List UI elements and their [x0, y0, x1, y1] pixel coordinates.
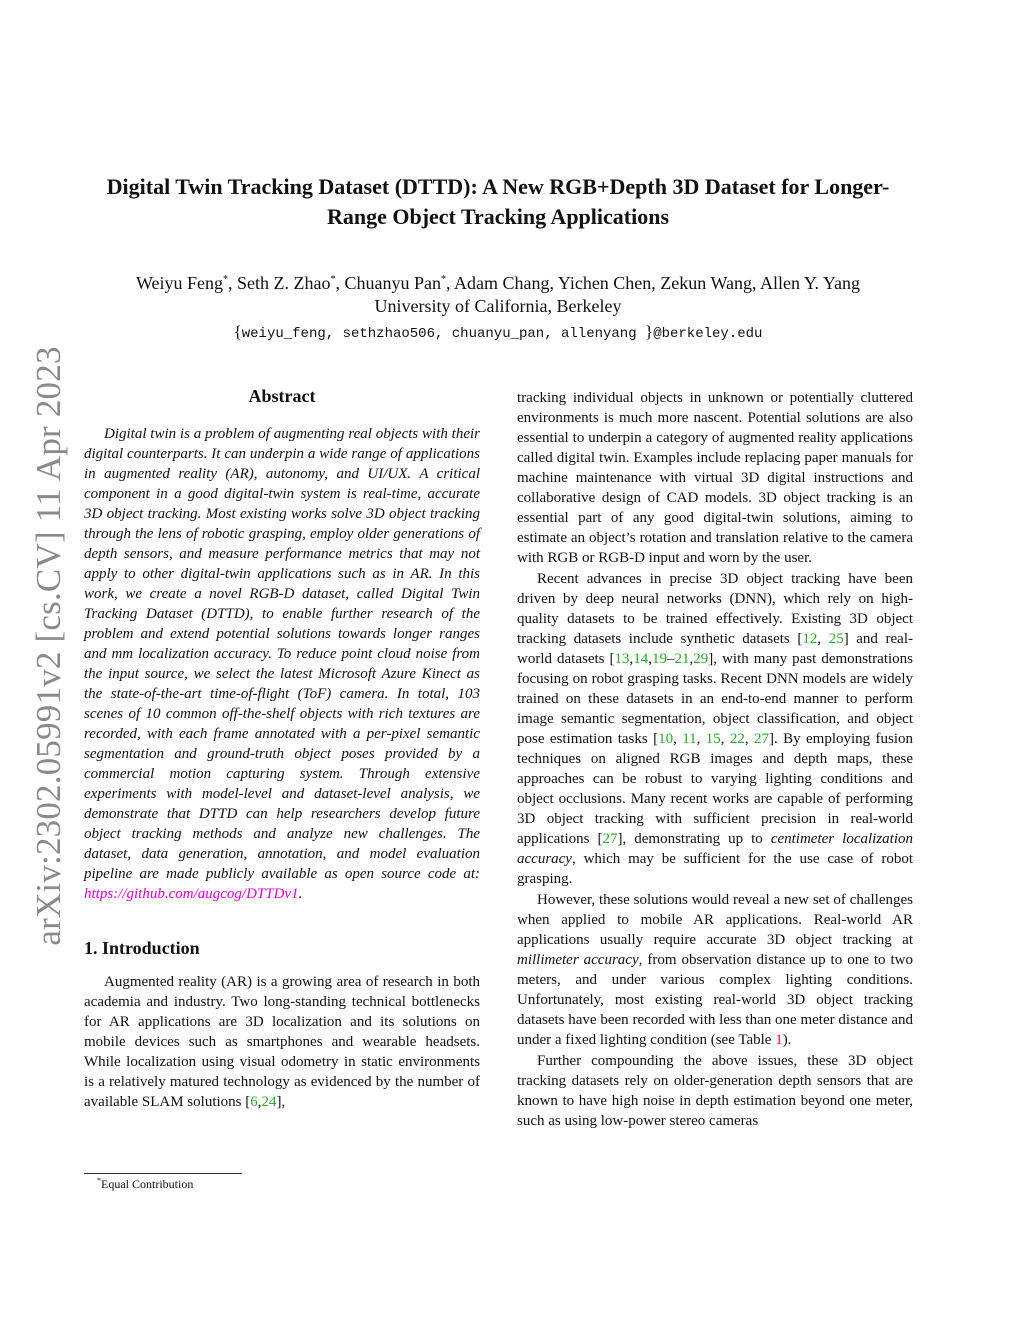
- citation-11[interactable]: 11: [682, 731, 697, 747]
- right-paragraph-4: Further compounding the above issues, these 3D object tracking datasets rely on older-generation depth sensors that are known to have high noise in depth estimation beyond one meter, such as using low-power stereo cameras: [517, 1053, 913, 1129]
- author-block: [60, 272, 936, 318]
- footnote-rule: [84, 1173, 242, 1174]
- citation-22[interactable]: 22: [729, 731, 745, 747]
- citation-25[interactable]: 25: [828, 631, 844, 647]
- citation-13[interactable]: 13: [614, 651, 630, 667]
- table-ref-1[interactable]: 1: [775, 1032, 783, 1048]
- citation-15[interactable]: 15: [705, 731, 721, 747]
- abstract-text: Digital twin is a problem of augmenting real objects with their digital counterparts. It can underpin a wide range of applications in augmented reality (AR), autonomy, and UI/UX. A critical component in a good digital-twin system is real-time, accurate 3D object tracking. Most existing works solve 3D object tracking through the lens of robotic grasping, employ older generations of depth sensors, and measure performance metrics that may not apply to other digital-twin applications such as in AR. In this work, we create a novel RGB-D dataset, called Digital Twin Tracking Dataset (DTTD), to enable further research of the problem and extend potential solutions towards longer ranges and mm localization accuracy. To reduce point cloud noise from the input source, we select the latest Microsoft Azure Kinect as the state-of-the-art time-of-flight (ToF) camera. In total, 103 scenes of 10 common off-the-shelf objects with rich textures are recorded, with each frame annotated with a per-pixel semantic segmentation and ground-truth object poses provided by a commercial motion capturing system. Through extensive experiments with model-level and dataset-level analysis, we demonstrate that DTTD can help researchers develop future object tracking methods and analyze new challenges. The dataset, data generation, annotation, and model evaluation pipeline are made publicly available as open source code at: https://github.com/augcog/DTTDv1.: [84, 426, 480, 902]
- citation-27[interactable]: 27: [754, 731, 770, 747]
- right-column: [517, 388, 913, 1131]
- citation-19[interactable]: 19: [652, 651, 668, 667]
- left-column: [84, 386, 480, 1112]
- author-emails: {weiyu_feng, sethzhao506, chuanyu_pan, allenyang }@berkeley.edu: [233, 322, 763, 342]
- citation-6[interactable]: 6: [250, 1094, 258, 1110]
- right-paragraph-3: However, these solutions would reveal a new set of challenges when applied to mobile AR applications. Real-world AR applications usually require accurate 3D object tracking at millimeter accuracy, from observation distance up to one to two meters, and under various complex lighting conditions. Unfortunately, most existing real-world 3D object tracking datasets have been recorded with less than one meter distance and under a fixed lighting condition (see Table 1).: [517, 892, 913, 1048]
- citation-10[interactable]: 10: [658, 731, 674, 747]
- citation-12[interactable]: 12: [802, 631, 818, 647]
- citation-21[interactable]: 21: [674, 651, 690, 667]
- right-paragraph-2: Recent advances in precise 3D object tracking have been driven by deep neural networks (DNN), which rely on high-quality datasets to be trained effectively. Existing 3D object tracking datasets include synthetic datasets [12, 25] and real-world datasets [13,14,19–21,29], with many past demonstrations focusing on robot grasping tasks. Recent DNN models are widely trained on these datasets in an end-to-end manner to perform image semantic segmentation, object classification, and object pose estimation tasks [10, 11, 15, 22, 27]. By employing fusion techniques on aligned RGB images and depth maps, these approaches can be robust to varying lighting conditions and object occlusions. Many recent works are capable of performing 3D object tracking with sufficient precision in real-world applications [27], demonstrating up to centimeter localization accuracy, which may be sufficient for the use case of robot grasping.: [517, 571, 914, 887]
- paper-title: Digital Twin Tracking Dataset (DTTD): A New RGB+Depth 3D Dataset for Longer-Range Object Tracking Applications: [106, 174, 890, 229]
- citation-27b[interactable]: 27: [602, 831, 618, 847]
- abstract-heading: Abstract: [248, 386, 316, 406]
- affiliation: University of California, Berkeley: [374, 296, 622, 316]
- citation-29[interactable]: 29: [693, 651, 709, 667]
- right-paragraph-1: tracking individual objects in unknown or potentially cluttered environments is much more nascent. Potential solutions are also essential to underpin a category of augmented reality applications called digital twin. Examples include replacing paper manuals for machine maintenance with virtual 3D digital instructions and collaborative design of CAD models. 3D object tracking is an essential part of any good digital-twin solutions, aiming to estimate an object’s rotation and translation relative to the camera with RGB or RGB-D input and worn by the user.: [517, 390, 913, 566]
- arxiv-stamp: arXiv:2302.05991v2 [cs.CV] 11 Apr 2023: [29, 346, 68, 946]
- citation-14[interactable]: 14: [633, 651, 649, 667]
- citation-24[interactable]: 24: [261, 1094, 277, 1110]
- github-link[interactable]: https://github.com/augcog/DTTDv1: [84, 886, 299, 902]
- intro-paragraph-1: Augmented reality (AR) is a growing area of research in both academia and industry. Two long-standing technical bottlenecks for AR applications are 3D localization and its solutions on mobile devices such as smartphones and wearable headsets. While localization using visual odometry in static environments is a relatively matured technology as evidenced by the number of available SLAM solutions [6,24],: [84, 974, 480, 1110]
- footnote: *Equal Contribution: [97, 1176, 194, 1191]
- author-list: Weiyu Feng*, Seth Z. Zhao*, Chuanyu Pan*, Adam Chang, Yichen Chen, Zekun Wang, Allen Y. Yang: [135, 273, 861, 293]
- introduction-heading: 1. Introduction: [84, 938, 200, 958]
